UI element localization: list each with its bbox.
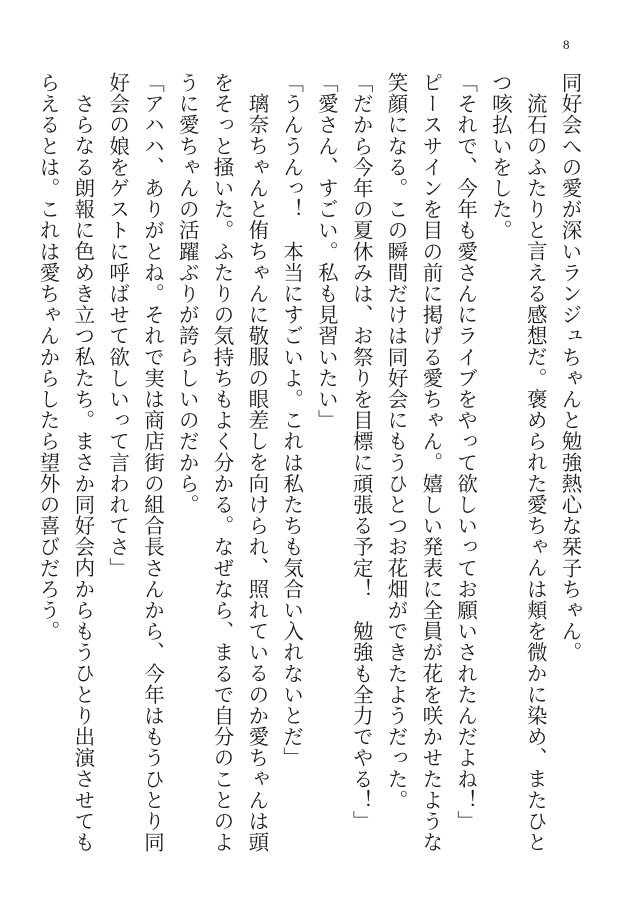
paragraph: ピースサインを目の前に掲げる愛ちゃん。嬉しい発表に全員が花を咲かせたような笑顔になる。この瞬間だけは同好会にもうひとつお花畑ができたようだった。 (384, 72, 443, 853)
paragraph: 「愛さん、すごい。私も見習いたい」 (314, 72, 339, 431)
paragraph: さらなる朗報に色めき立つ私たち。まさか同好会内からもうひとり出演させてもらえるとは。これは愛ちゃんからしたら望外の喜びだろう。 (36, 72, 95, 853)
paragraph: 璃奈ちゃんと侑ちゃんに敬服の眼差しを向けられ、照れているのか愛ちゃんは頭をそっと掻いた。ふたりの気持ちもよく分かる。なぜなら、まるで自分のことのように愛ちゃんの活躍ぶりが誇らしいのだから。 (175, 72, 269, 853)
page-number: 8 (563, 37, 570, 52)
paragraph: 流石のふたりと言える感想だ。褒められた愛ちゃんは頬を微かに染め、またひとつ咳払いをした。 (488, 72, 548, 853)
paragraph: 「アハハ、ありがとね。それで実は商店街の組合長さんから、今年はもうひとり同好会の娘をゲストに呼ばせて欲しいって言われてさ」 (105, 72, 165, 853)
paragraph: 「うんうんっ！ 本当にすごいよ。これは私たちも気合い入れないとだ」 (279, 72, 304, 769)
vertical-text-body (36, 72, 587, 872)
paragraph: 同好会への愛が深いランジュちゃんと勉強熱心な栞子ちゃん。 (558, 72, 582, 663)
paragraph: 「だから今年の夏休みは、お祭りを目標に頑張る予定！ 勉強も全力でやる！」 (349, 72, 374, 832)
paragraph: 「それで、今年も愛さんにライブをやって欲しいってお願いされたんだよね！」 (453, 72, 478, 832)
